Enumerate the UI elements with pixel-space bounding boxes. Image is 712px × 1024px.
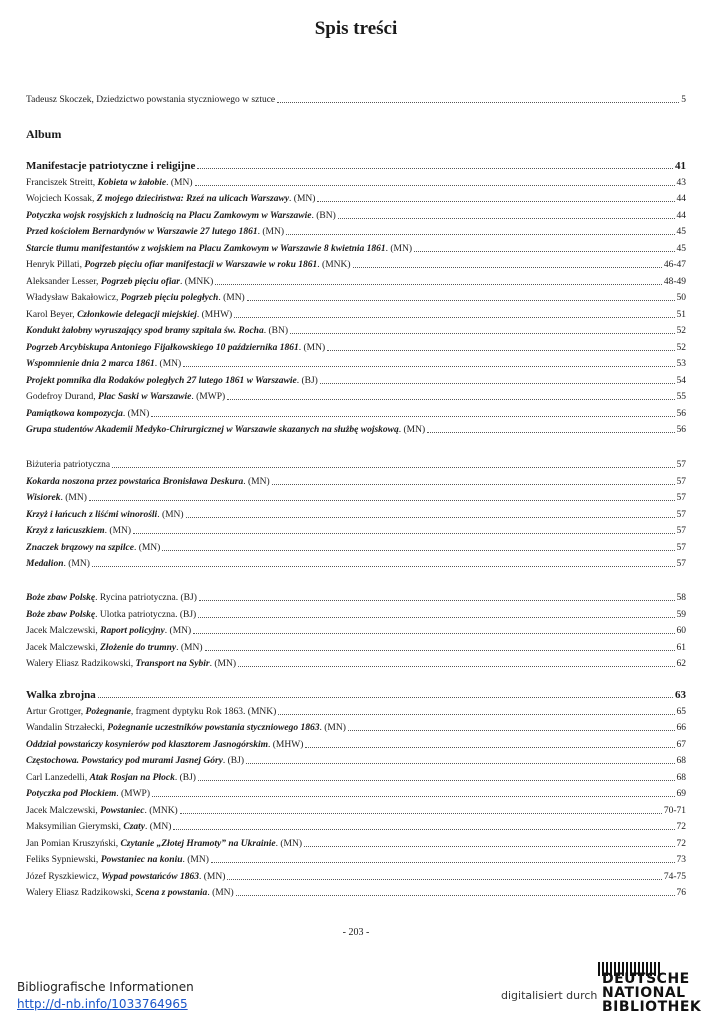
entry-source: . (MN) bbox=[275, 838, 303, 849]
toc-entry bbox=[26, 736, 686, 751]
entry-title: Znaczek brązowy na szpilce bbox=[26, 542, 134, 553]
entry-author: Jacek Malczewski, bbox=[26, 805, 101, 816]
toc-entry-text bbox=[26, 193, 315, 205]
toc-entry-text bbox=[26, 259, 351, 271]
leader-dots bbox=[317, 201, 674, 202]
entry-title: Powstaniec bbox=[100, 805, 145, 816]
entry-source: . (MHW) bbox=[196, 309, 233, 320]
page-ref: 60 bbox=[676, 626, 686, 636]
entry-source: . (MN) bbox=[164, 626, 192, 636]
leader-dots bbox=[215, 284, 662, 285]
entry-author: Walery Eliasz Radzikowski, bbox=[26, 888, 136, 898]
toc-entry-text bbox=[26, 509, 184, 521]
toc-entry-text bbox=[26, 309, 232, 321]
entry-source: . (BN) bbox=[263, 326, 288, 336]
toc-entry bbox=[26, 884, 686, 899]
toc-entry-text bbox=[26, 706, 276, 718]
page-ref: 68 bbox=[676, 772, 686, 783]
page-ref: 57 bbox=[676, 526, 686, 536]
entry-source: . Ulotka patriotyczna. (BJ) bbox=[95, 609, 197, 620]
leader-dots bbox=[173, 829, 674, 830]
toc-entry bbox=[26, 240, 686, 255]
album-heading: Album bbox=[26, 127, 62, 141]
page-ref: 53 bbox=[676, 359, 686, 369]
toc-entry-text bbox=[26, 276, 213, 288]
leader-dots bbox=[98, 697, 673, 698]
toc-entry bbox=[26, 289, 686, 304]
leader-dots bbox=[278, 714, 674, 715]
leader-dots bbox=[112, 467, 674, 468]
leader-dots bbox=[180, 813, 662, 814]
entry-source: . (MWP) bbox=[116, 789, 151, 799]
entry-source: . (MN) bbox=[154, 359, 182, 369]
page-ref: 73 bbox=[676, 855, 686, 865]
toc-entry-text bbox=[26, 325, 288, 337]
page-ref: 43 bbox=[676, 177, 686, 188]
page-ref: 70-71 bbox=[663, 805, 686, 816]
entry-title: Czaty bbox=[123, 822, 146, 832]
page-ref: 54 bbox=[676, 375, 686, 386]
toc-entry bbox=[26, 555, 686, 570]
entry-author: Józef Ryszkiewicz, bbox=[26, 871, 102, 882]
page-ref: 44 bbox=[676, 210, 686, 221]
toc-entry-text bbox=[26, 871, 225, 883]
toc-entry-text bbox=[26, 342, 325, 354]
section-heading-text: Walka zbrojna bbox=[26, 689, 96, 701]
toc-entry bbox=[26, 372, 686, 387]
toc-entry bbox=[26, 818, 686, 833]
entry-title: Kondukt żałobny wyruszający spod bramy szpitala św. Rocha bbox=[26, 326, 264, 336]
entry-title: Atak Rosjan na Płock bbox=[89, 772, 175, 783]
leader-dots bbox=[193, 633, 674, 634]
entry-title: Pogrzeb pięciu ofiar bbox=[100, 276, 180, 287]
entry-source: . (MN) bbox=[243, 476, 270, 487]
entry-author: Franciszek Streitt, bbox=[26, 177, 98, 188]
entry-title: Boże zbaw Polskę bbox=[26, 593, 96, 603]
entry-source: , fragment dyptyku Rok 1863. (MNK) bbox=[130, 706, 277, 717]
leader-dots bbox=[227, 879, 661, 880]
toc-entry bbox=[26, 851, 686, 866]
entry-source: . (MNK) bbox=[179, 276, 214, 287]
page-ref: 57 bbox=[676, 559, 686, 569]
logo-text bbox=[602, 972, 701, 1014]
toc-entry-text bbox=[26, 755, 244, 767]
entry-source: . (MN) bbox=[207, 888, 234, 898]
toc-entry bbox=[26, 405, 686, 420]
entry-title: Oddział powstańczy kosynierów pod klasztorem Jasnogórskim bbox=[26, 739, 269, 750]
entry-title: Krzyż z łańcuszkiem bbox=[26, 526, 105, 536]
toc-entry-text bbox=[26, 358, 181, 370]
page-ref: 44 bbox=[676, 194, 686, 204]
toc-entry bbox=[26, 703, 686, 718]
toc-entry-text bbox=[26, 838, 302, 850]
toc-entry bbox=[26, 473, 686, 488]
page-ref: 57 bbox=[676, 509, 686, 520]
toc-entry bbox=[26, 207, 686, 222]
bib-link[interactable]: http://d-nb.info/1033764965 bbox=[17, 997, 188, 1011]
page-ref: 57 bbox=[676, 460, 686, 470]
page-ref: 57 bbox=[676, 476, 686, 487]
entry-author: Jacek Malczewski, bbox=[26, 626, 101, 636]
intro-text: Tadeusz Skoczek, Dziedzictwo powstania styczniowego w sztuce bbox=[26, 95, 276, 105]
entry-title: Z mojego dzieciństwa: Rzeź na ulicach Warszawy bbox=[96, 194, 290, 204]
entry-author: Henryk Pillati, bbox=[26, 260, 85, 270]
leader-dots bbox=[227, 399, 674, 400]
entry-title: Pogrzeb pięciu poległych bbox=[120, 293, 219, 303]
leader-dots bbox=[183, 366, 674, 367]
toc-entry bbox=[26, 322, 686, 337]
page-ref: 59 bbox=[676, 609, 686, 620]
entry-author: Wojciech Kossak, bbox=[26, 194, 97, 204]
toc-entry bbox=[26, 868, 686, 883]
entry-title: Pożegnanie bbox=[85, 706, 131, 717]
leader-dots bbox=[414, 251, 674, 252]
leader-dots bbox=[305, 747, 674, 748]
page-ref: 41 bbox=[675, 160, 686, 172]
entry-source: . (MN) bbox=[176, 642, 203, 653]
entry-title: Starcie tłumu manifestantów z wojskiem na Placu Zamkowym w Warszawie 8 kwietnia 1861 bbox=[26, 243, 386, 254]
entry-title: Projekt pomnika dla Rodaków poległych 27 lutego 1861 w Warszawie bbox=[26, 375, 297, 386]
toc-entry-text bbox=[26, 642, 203, 654]
page-ref: 50 bbox=[676, 293, 686, 303]
bibliographic-info bbox=[17, 980, 194, 1011]
leader-dots bbox=[92, 566, 675, 567]
entry-author: Jan Pomian Kruszyński, bbox=[26, 838, 121, 849]
toc-entry-text bbox=[26, 592, 197, 604]
toc-entry-text bbox=[26, 492, 87, 504]
entry-source: . (MN) bbox=[398, 425, 426, 435]
entry-source: . (MN) bbox=[122, 408, 150, 419]
logo-line-1: DEUTSCHE bbox=[602, 971, 690, 987]
leader-dots bbox=[427, 432, 674, 433]
toc-entry-text bbox=[26, 788, 150, 800]
leader-dots bbox=[197, 168, 673, 169]
bib-label: Bibliografische Informationen bbox=[17, 980, 194, 994]
entry-title: Pogrzeb Arcybiskupa Antoniego Fijałkowskiego 10 października 1861 bbox=[26, 342, 299, 353]
leader-dots bbox=[211, 862, 675, 863]
page-ref: 61 bbox=[676, 642, 686, 653]
entry-title: Potyczka pod Płockiem bbox=[26, 789, 117, 799]
entry-title: Czytanie „Złotej Hramoty” na Ukrainie bbox=[120, 838, 276, 849]
entry-source: . (MN) bbox=[104, 526, 132, 536]
toc-entry-text bbox=[26, 805, 178, 817]
page-ref: 56 bbox=[676, 425, 686, 435]
page-ref: 52 bbox=[676, 342, 686, 353]
page-ref: 56 bbox=[676, 408, 686, 419]
toc-entry bbox=[26, 174, 686, 189]
toc-entry bbox=[26, 256, 686, 271]
entry-author: Walery Eliasz Radzikowski, bbox=[26, 659, 136, 669]
entry-source: . (MHW) bbox=[268, 739, 304, 750]
toc-entry bbox=[26, 835, 686, 850]
toc-entry-text bbox=[26, 375, 318, 387]
toc-entry bbox=[26, 802, 686, 817]
leader-dots bbox=[246, 763, 675, 764]
entry-source: . (MN) bbox=[145, 822, 172, 832]
entry-title: Kobieta w żałobie bbox=[97, 177, 167, 188]
entry-source: . (MN) bbox=[218, 293, 245, 303]
entry-source: . (MN) bbox=[157, 509, 184, 520]
leader-dots bbox=[162, 550, 674, 551]
section-heading bbox=[26, 157, 686, 172]
page-ref: 55 bbox=[676, 392, 686, 402]
toc-entry bbox=[26, 639, 686, 654]
entry-author: Godefroy Durand, bbox=[26, 392, 99, 402]
page-ref: 72 bbox=[676, 838, 686, 849]
entry-author: Carl Lanzedelli, bbox=[26, 772, 90, 783]
leader-dots bbox=[290, 333, 675, 334]
leader-dots bbox=[238, 666, 675, 667]
toc-entry-text bbox=[26, 226, 284, 238]
page-ref: 68 bbox=[676, 756, 686, 766]
entry-title: Przed kościołem Bernardynów w Warszawie 27 lutego 1861 bbox=[26, 227, 258, 237]
leader-dots bbox=[277, 102, 679, 103]
entry-title: Pamiątkowa kompozycja bbox=[26, 408, 123, 419]
toc-entry bbox=[26, 622, 686, 637]
leader-dots bbox=[338, 218, 675, 219]
entry-source: . (MN) bbox=[60, 493, 87, 503]
entry-title: Wypad powstańców 1863 bbox=[101, 871, 199, 882]
toc-entry-text bbox=[26, 177, 193, 189]
toc-entry-text bbox=[26, 476, 270, 488]
toc-entry bbox=[26, 752, 686, 767]
entry-author: Artur Grottger, bbox=[26, 706, 86, 717]
toc-entry-text bbox=[26, 658, 236, 670]
leader-dots bbox=[89, 500, 675, 501]
entry-author: Feliks Sypniewski, bbox=[26, 855, 101, 865]
leader-dots bbox=[199, 600, 675, 601]
entry-author: Wandalin Strzałecki, bbox=[26, 723, 108, 733]
leader-dots bbox=[247, 300, 675, 301]
entry-source: . (MN) bbox=[257, 227, 285, 237]
entry-author: Aleksander Lesser, bbox=[26, 276, 101, 287]
page-number: - 203 - bbox=[342, 927, 370, 938]
entry-source: . (BJ) bbox=[222, 756, 244, 766]
leader-dots bbox=[152, 796, 674, 797]
toc-entry bbox=[26, 273, 686, 288]
page-ref: 63 bbox=[675, 689, 686, 701]
page-ref: 76 bbox=[676, 888, 686, 898]
entry-source: . (MNK) bbox=[144, 805, 178, 816]
toc-entry-text bbox=[26, 210, 336, 222]
entry-title: Raport policyjny bbox=[100, 626, 165, 636]
entry-title: Scena z powstania bbox=[135, 888, 208, 898]
page-ref: 45 bbox=[676, 243, 686, 254]
entry-title: Członkowie delegacji miejskiej bbox=[77, 309, 197, 320]
leader-dots bbox=[353, 267, 662, 268]
leader-dots bbox=[234, 317, 674, 318]
entry-source: . (MN) bbox=[385, 243, 413, 254]
leader-dots bbox=[272, 484, 675, 485]
entry-title: Krzyż i łańcuch z liśćmi winorośli bbox=[26, 509, 158, 520]
page-ref: 48-49 bbox=[663, 276, 686, 287]
leader-dots bbox=[133, 533, 674, 534]
toc-entry bbox=[26, 339, 686, 354]
leader-dots bbox=[186, 517, 675, 518]
leader-dots bbox=[320, 383, 675, 384]
toc-entry-text bbox=[26, 854, 209, 866]
toc-entry-text bbox=[26, 739, 303, 751]
page-ref: 57 bbox=[676, 542, 686, 553]
logo-line-2: NATIONAL bbox=[602, 985, 686, 1001]
toc-entry bbox=[26, 306, 686, 321]
toc-entry-text bbox=[26, 525, 131, 537]
leader-dots bbox=[286, 234, 674, 235]
entry-author: Biżuteria patriotyczna bbox=[26, 460, 111, 470]
entry-author: Władysław Bakałowicz, bbox=[26, 293, 121, 303]
entry-source: . (MN) bbox=[209, 659, 236, 669]
leader-dots bbox=[198, 780, 675, 781]
digitized-label: digitalisiert durch bbox=[501, 989, 598, 1002]
entry-source: . (MN) bbox=[319, 723, 346, 733]
page-ref: 45 bbox=[676, 227, 686, 237]
entry-title: Pogrzeb pięciu ofiar manifestacji w Warszawie w roku 1861 bbox=[84, 260, 318, 270]
page-title: Spis treści bbox=[314, 18, 398, 39]
leader-dots bbox=[327, 350, 674, 351]
toc-entry-text bbox=[26, 772, 196, 784]
page-ref: 65 bbox=[676, 706, 686, 717]
leader-dots bbox=[151, 416, 674, 417]
page-ref: 52 bbox=[676, 326, 686, 336]
entry-title: Plac Saski w Warszawie bbox=[98, 392, 192, 402]
toc-entry bbox=[26, 190, 686, 205]
entry-source: . (MN) bbox=[133, 542, 161, 553]
toc-entry-text bbox=[26, 408, 149, 420]
toc-entry bbox=[26, 522, 686, 537]
entry-title: Potyczka wojsk rosyjskich z ludnością na Placu Zamkowym w Warszawie bbox=[26, 210, 312, 221]
toc-entry bbox=[26, 223, 686, 238]
logo-line-3: BIBLIOTHEK bbox=[602, 999, 702, 1015]
toc-entry bbox=[26, 388, 686, 403]
toc-entry-text bbox=[26, 558, 90, 570]
entry-title: Wspomnienie dnia 2 marca 1861 bbox=[26, 359, 155, 369]
entry-source: . (MWP) bbox=[191, 392, 226, 402]
toc-entry bbox=[26, 785, 686, 800]
page-ref: 74-75 bbox=[663, 871, 686, 882]
entry-title: Częstochowa. Powstańcy pod murami Jasnej Góry bbox=[26, 756, 223, 766]
toc-entry bbox=[26, 421, 686, 436]
entry-title: Kokarda noszona przez powstańca Bronisława Deskura bbox=[26, 476, 244, 487]
toc-entry-text bbox=[26, 292, 245, 304]
toc-entry bbox=[26, 655, 686, 670]
entry-source: . (MN) bbox=[166, 177, 193, 188]
entry-title: Wisiorek bbox=[26, 493, 61, 503]
page-ref: 46-47 bbox=[663, 260, 686, 270]
entry-title: Grupa studentów Akademii Medyko-Chirurgicznej w Warszawie skazanych na służbę wojskową bbox=[26, 425, 399, 435]
entry-source: . (MN) bbox=[182, 855, 209, 865]
entry-source: . (MN) bbox=[198, 871, 226, 882]
entry-title: Powstaniec na koniu bbox=[100, 855, 183, 865]
toc-entry-text bbox=[26, 459, 110, 471]
page-ref: 69 bbox=[676, 789, 686, 799]
section-heading-text: Manifestacje patriotyczne i religijne bbox=[26, 160, 196, 172]
entry-title: Boże zbaw Polskę bbox=[26, 609, 96, 620]
page-ref: 58 bbox=[676, 593, 686, 603]
toc-entry bbox=[26, 489, 686, 504]
toc-entry-text bbox=[26, 542, 160, 554]
toc-entry bbox=[26, 456, 686, 471]
entry-source: . (BN) bbox=[311, 210, 336, 221]
page-ref: 62 bbox=[676, 659, 686, 669]
leader-dots bbox=[236, 895, 675, 896]
page-ref: 67 bbox=[676, 739, 686, 750]
entry-source: . (BJ) bbox=[296, 375, 318, 386]
leader-dots bbox=[348, 730, 675, 731]
entry-source: . (MNK) bbox=[317, 260, 351, 270]
toc-entry-text bbox=[26, 821, 171, 833]
page-ref: 66 bbox=[676, 723, 686, 733]
leader-dots bbox=[304, 846, 674, 847]
entry-title: Pożegnanie uczestników powstania styczniowego 1863 bbox=[107, 723, 320, 733]
page-ref: 5 bbox=[681, 95, 686, 105]
entry-title: Medalion bbox=[26, 559, 64, 569]
dnb-logo[interactable] bbox=[598, 962, 702, 1018]
toc-entry-intro bbox=[26, 91, 686, 106]
toc-entry-text bbox=[26, 391, 225, 403]
entry-title: Transport na Sybir bbox=[135, 659, 210, 669]
page-ref: 72 bbox=[676, 822, 686, 832]
leader-dots bbox=[195, 185, 675, 186]
entry-author: Jacek Malczewski, bbox=[26, 642, 101, 653]
entry-source: . (MN) bbox=[63, 559, 90, 569]
entry-title: Złożenie do trumny bbox=[100, 642, 177, 653]
page-ref: 57 bbox=[676, 493, 686, 503]
entry-source: . (MN) bbox=[298, 342, 326, 353]
section-heading bbox=[26, 686, 686, 701]
toc-entry bbox=[26, 355, 686, 370]
entry-author: Maksymilian Gierymski, bbox=[26, 822, 124, 832]
entry-source: . (BJ) bbox=[174, 772, 196, 783]
toc-entry-text bbox=[26, 625, 191, 637]
entry-source: . Rycina patriotyczna. (BJ) bbox=[95, 593, 197, 603]
toc-entry bbox=[26, 589, 686, 604]
toc-entry bbox=[26, 506, 686, 521]
toc-entry-text bbox=[26, 94, 275, 106]
page-ref: 51 bbox=[676, 309, 686, 320]
leader-dots bbox=[205, 650, 675, 651]
toc-entry-text bbox=[26, 243, 412, 255]
toc-entry bbox=[26, 606, 686, 621]
toc-entry-text bbox=[26, 424, 425, 436]
entry-source: . (MN) bbox=[289, 194, 316, 204]
toc-entry bbox=[26, 539, 686, 554]
toc-entry bbox=[26, 719, 686, 734]
toc-entry-text bbox=[26, 609, 196, 621]
entry-author: Karol Beyer, bbox=[26, 309, 78, 320]
toc-entry-text bbox=[26, 887, 234, 899]
toc-entry bbox=[26, 769, 686, 784]
toc-entry-text bbox=[26, 722, 346, 734]
leader-dots bbox=[198, 617, 674, 618]
